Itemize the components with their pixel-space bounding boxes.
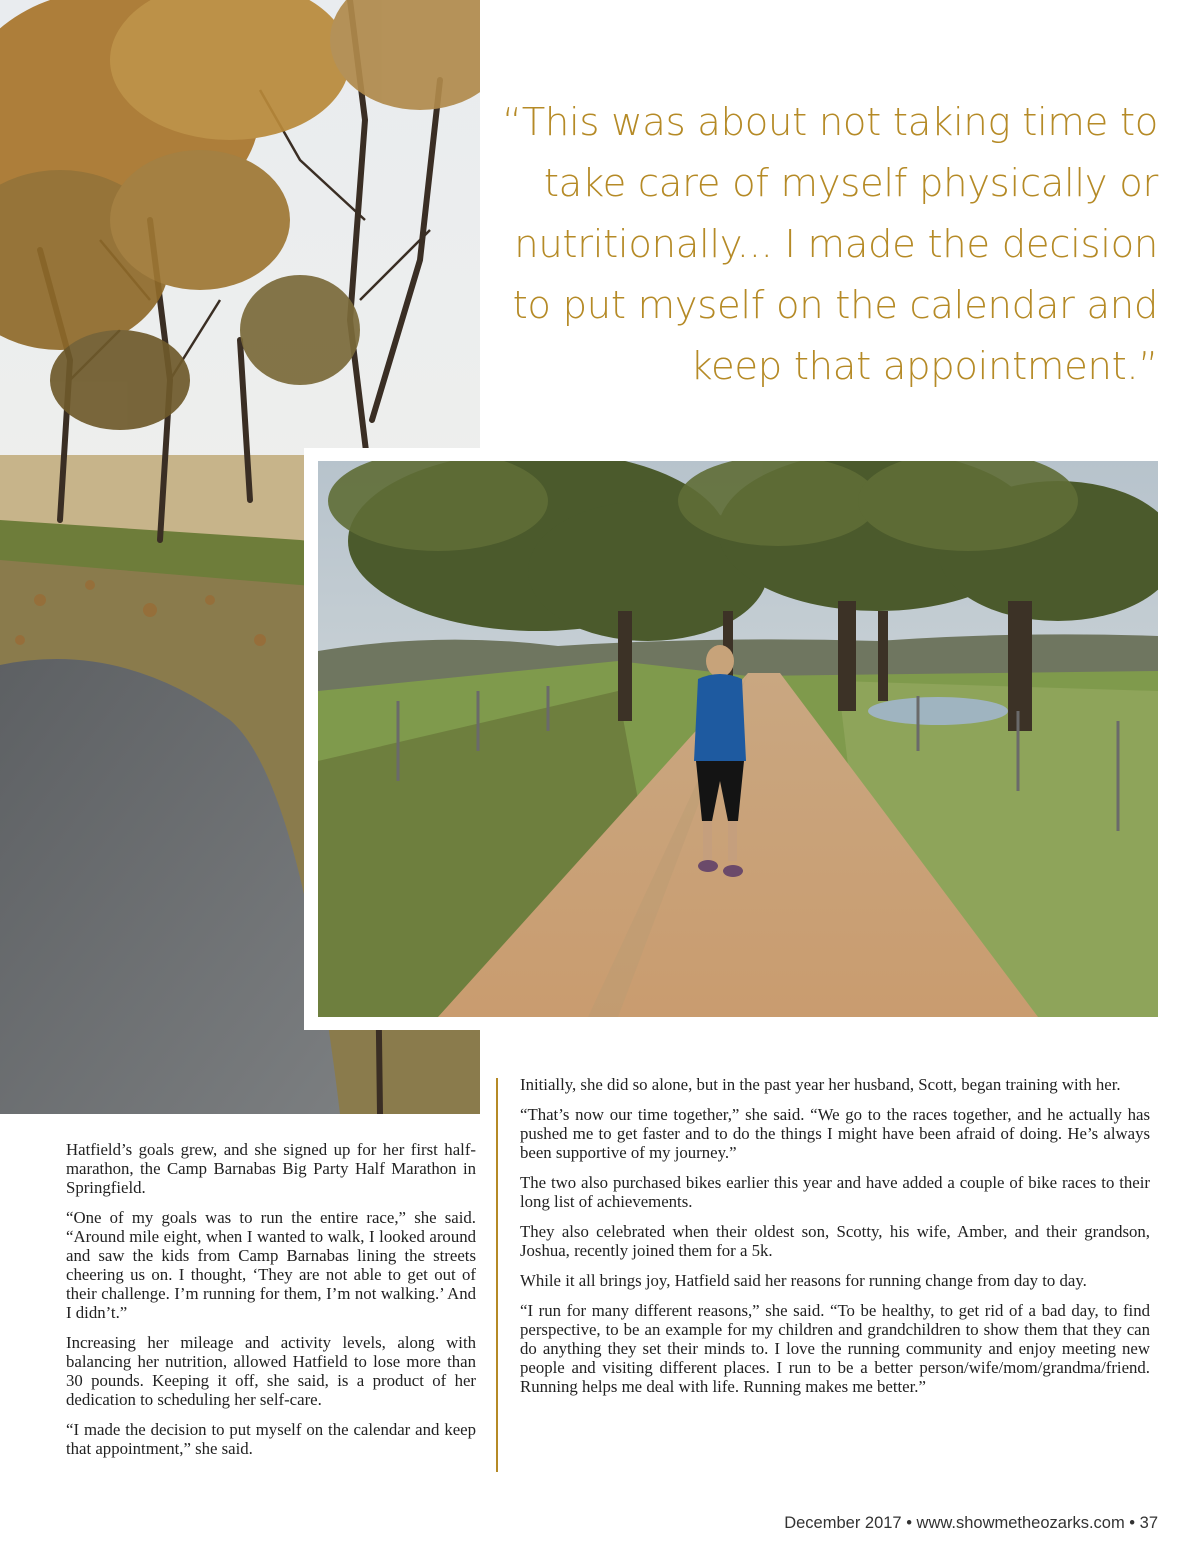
paragraph: The two also purchased bikes earlier this year and have added a couple of bike races to their long list of achievements. xyxy=(520,1173,1150,1211)
inset-photo-runner xyxy=(318,461,1158,1017)
paragraph: Initially, she did so alone, but in the past year her husband, Scott, began training with her. xyxy=(520,1075,1121,1094)
paragraph: Increasing her mileage and activity levels, along with balancing her nutrition, allowed Hatfield to lose more than 30 pounds. Keeping it off, she said, is a product of her dedication to scheduling her self-care. xyxy=(66,1333,476,1409)
paragraph: While it all brings joy, Hatfield said her reasons for running change from day to day. xyxy=(520,1271,1087,1290)
runner-on-dirt-road-illustration xyxy=(318,461,1158,1017)
paragraph: “One of my goals was to run the entire race,” she said. “Around mile eight, when I wanted to walk, I looked around and saw the kids from Camp Barnabas lining the streets cheering us on. I thought, ‘They are not able to get out of their challenge. I’m running for them, I’m not walking.’ And I didn’t.” xyxy=(66,1208,476,1322)
column-divider xyxy=(496,1078,498,1472)
paragraph: “That’s now our time together,” she said. “We go to the races together, and he actually has pushed me to get faster and to do the things I might have been afraid of doing. He’s always been supportive of my journey.” xyxy=(520,1105,1150,1162)
paragraph: “I made the decision to put myself on the calendar and keep that appointment,” she said. xyxy=(66,1420,476,1458)
paragraph: “I run for many different reasons,” she said. “To be healthy, to get rid of a bad day, to find perspective, to be an example for my children and grandchildren to show them that they can do anything they set their minds to. I love the running community and enjoy meeting new people and visiting different places. I run to be a better person/wife/mom/grandma/friend. Running helps me deal with life. Running makes me better.” xyxy=(520,1301,1150,1396)
pull-quote: “This was about not taking time to take care of myself physically or nutritionally... I made the decision to put myself on the calendar and keep that appointment.” xyxy=(502,100,1158,389)
body-column-right xyxy=(520,1075,1150,1407)
body-column-left xyxy=(66,1140,476,1469)
paragraph: Hatfield’s goals grew, and she signed up for her first half-marathon, the Camp Barnabas Big Party Half Marathon in Springfield. xyxy=(66,1140,476,1197)
paragraph: They also celebrated when their oldest son, Scotty, his wife, Amber, and their grandson, Joshua, recently joined them for a 5k. xyxy=(520,1222,1150,1260)
page-footer: December 2017 • www.showmetheozarks.com • 37 xyxy=(784,1514,1158,1532)
